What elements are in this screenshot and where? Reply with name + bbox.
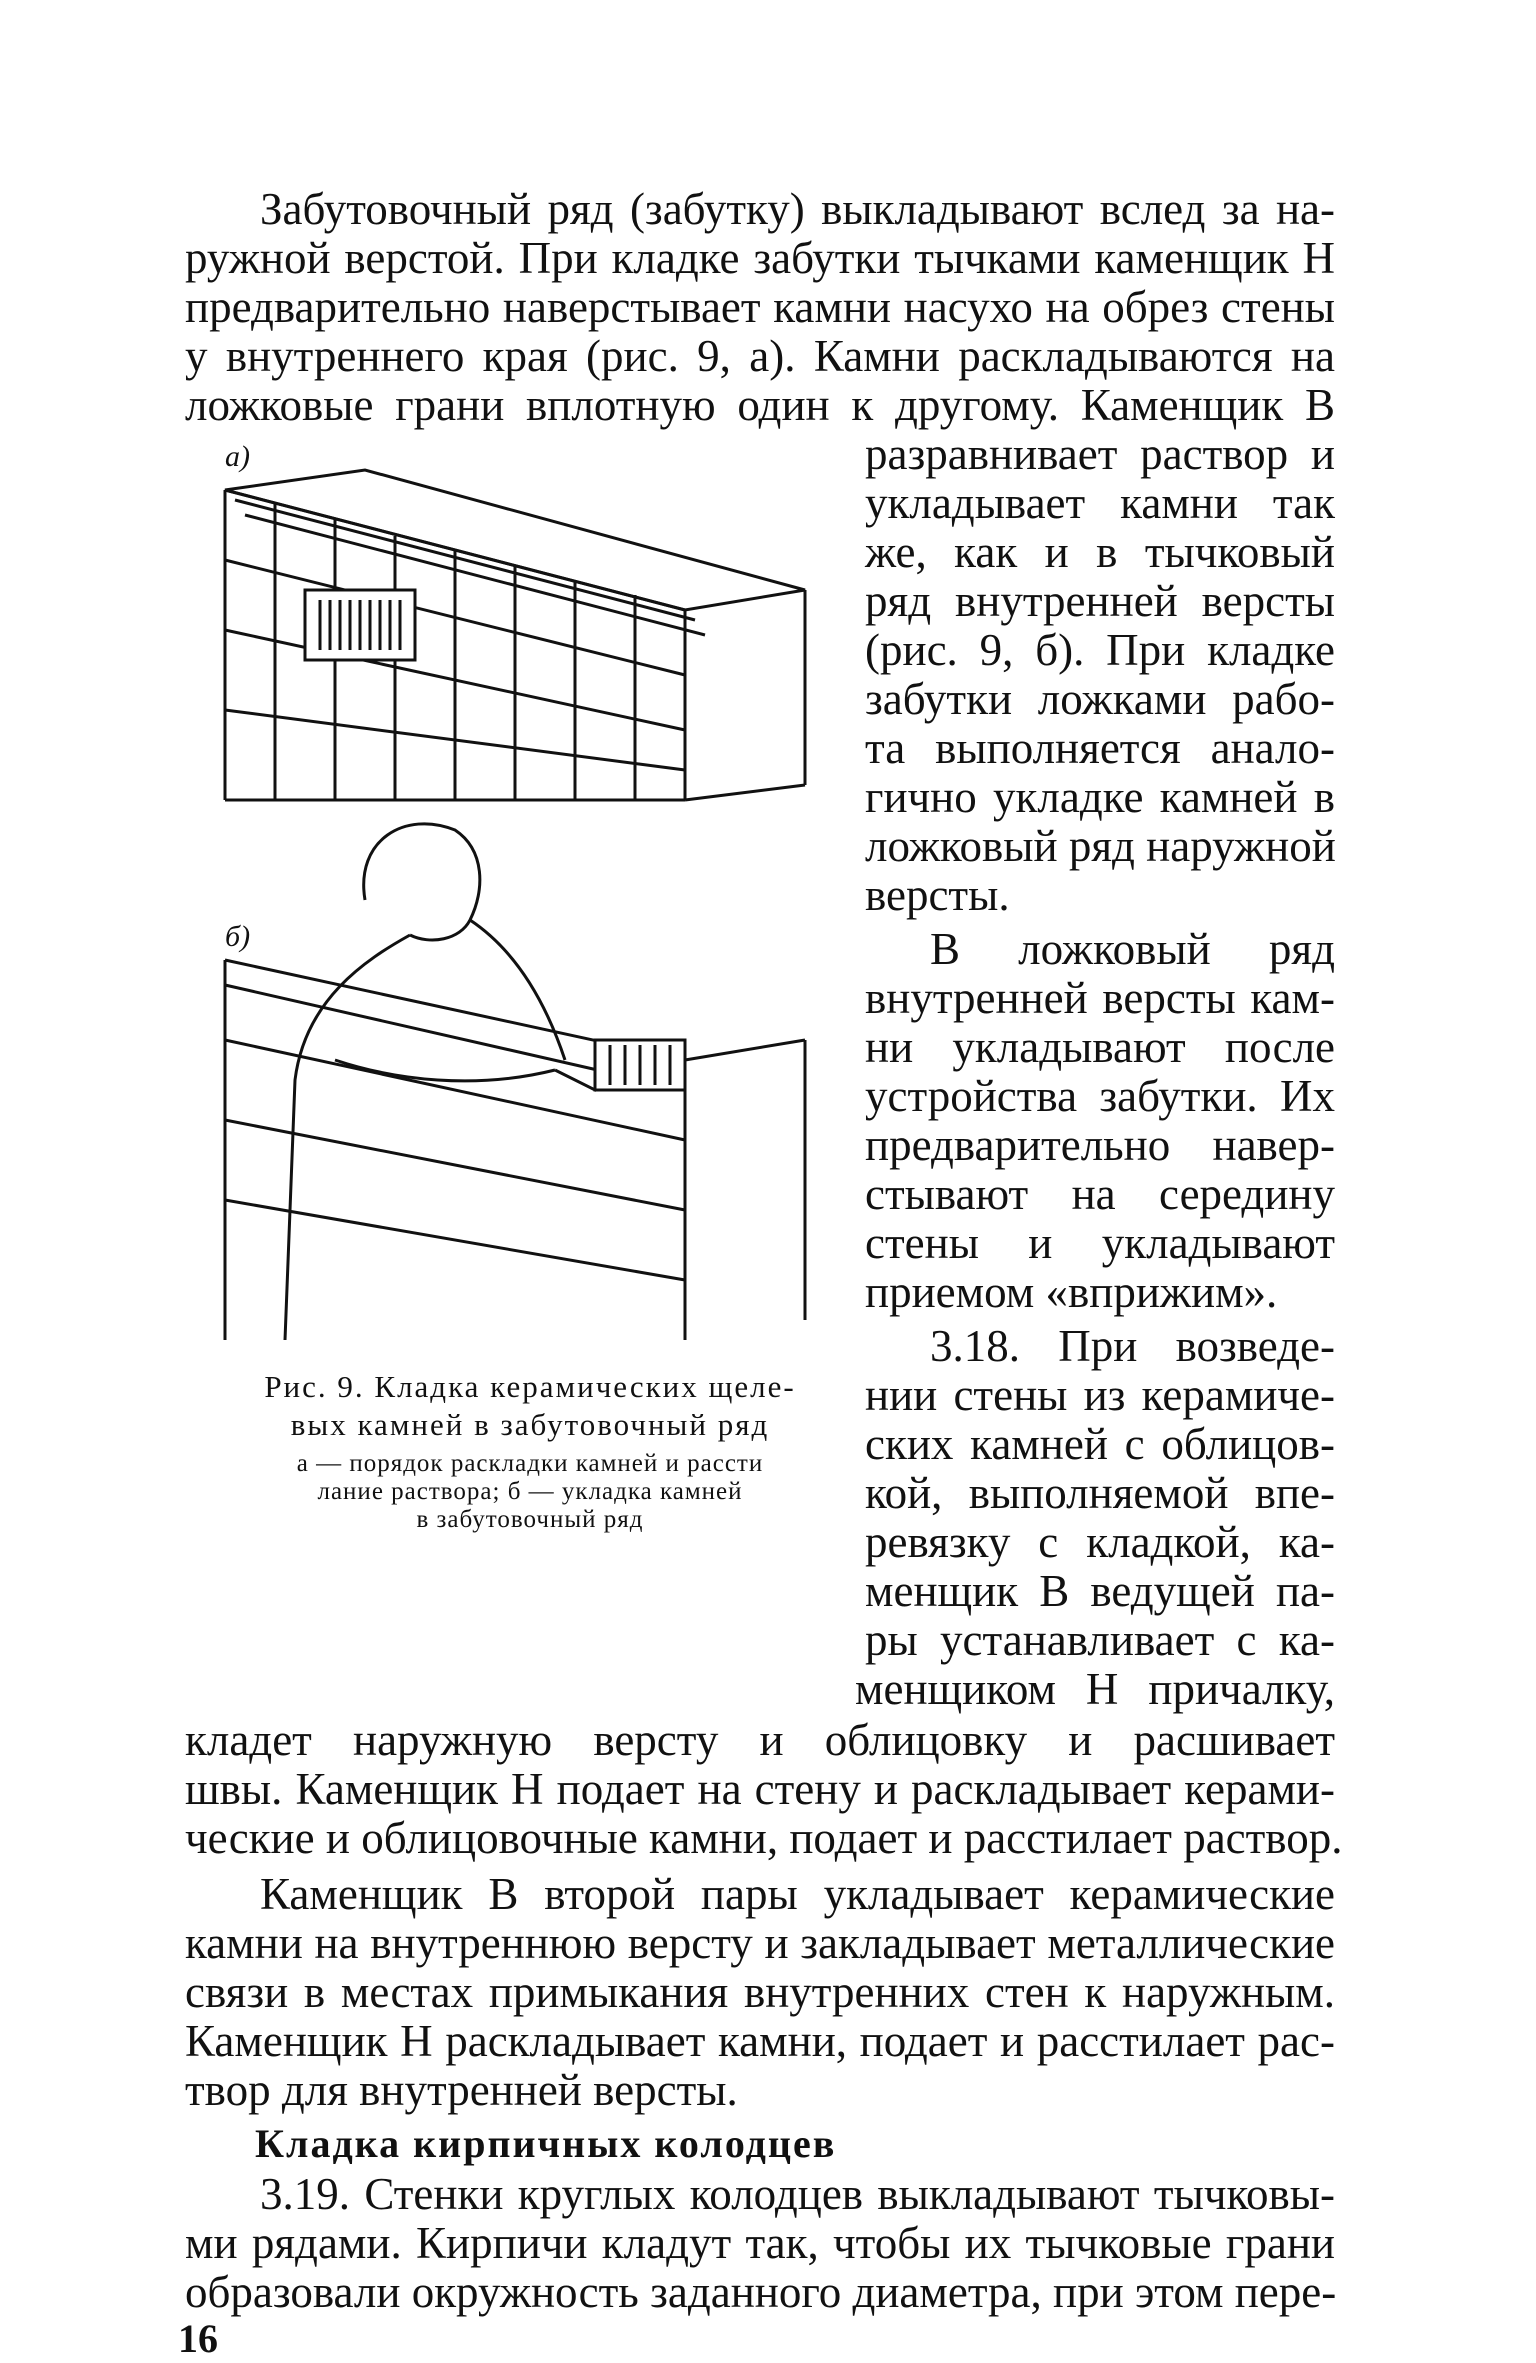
text-line: стывают на середину (865, 1169, 1335, 1219)
text-line: разравнивает раствор и (865, 429, 1335, 479)
text-line: 3.19. Стенки круглых колодцев выкладывают тычковы- (260, 2169, 1335, 2219)
text-line: кой, выполняемой впе- (865, 1468, 1335, 1518)
text-line: же, как и в тычковый (865, 527, 1335, 577)
section-heading: Кладка кирпичных колодцев (255, 2121, 837, 2166)
text-line: ряд внутренней версты (865, 576, 1335, 626)
text-line: забутки ложками рабо- (865, 674, 1335, 724)
text-line: твор для внутренней версты. (185, 2065, 738, 2115)
figure-label-a: а) (225, 440, 250, 473)
text-line: ческие и облицовочные камни, подает и расстилает раствор. (185, 1813, 1343, 1863)
text-line: ревязку с кладкой, ка- (865, 1517, 1335, 1567)
text-line: внутренней версты кам- (865, 973, 1335, 1023)
text-line: нии стены из керамиче- (865, 1370, 1335, 1420)
text-line: образовали окружность заданного диаметра, при этом пере- (185, 2267, 1337, 2317)
figure-caption-detail: а — порядок раскладки камней и рассти (296, 1450, 764, 1477)
figure-label-b: б) (225, 920, 251, 953)
text-line: та выполняется анало- (865, 723, 1335, 773)
text-line: стены и укладывают (865, 1218, 1335, 1268)
text-line: (рис. 9, б). При кладке (865, 625, 1335, 675)
text-line: версты. (865, 870, 1010, 920)
text-line: менщиком Н причалку, (855, 1664, 1335, 1714)
brickwork-illustration (215, 440, 835, 1340)
text-line: Забутовочный ряд (забутку) выкладывают вслед за на- (260, 184, 1335, 234)
text-line: укладывает камни так (865, 478, 1335, 528)
mason-figure-b (225, 824, 805, 1340)
text-line: предварительно наверстывает камни насухо на обрез стены (185, 282, 1335, 332)
text-line: камни на внутреннюю версту и закладывает металлические (185, 1918, 1335, 1968)
figure-9 (215, 440, 835, 1345)
text-line: Каменщик В второй пары укладывает керамические (260, 1869, 1335, 1919)
text-line: гично укладке камней в (865, 772, 1335, 822)
wall-section-a (225, 470, 805, 800)
text-line: приемом «вприжим». (865, 1267, 1278, 1317)
text-line: ры устанавливает с ка- (865, 1615, 1335, 1665)
text-line: менщик В ведущей па- (865, 1566, 1335, 1616)
text-line: у внутреннего края (рис. 9, а). Камни раскладываются на (185, 331, 1335, 381)
text-line: Каменщик Н раскладывает камни, подает и расстилает рас- (185, 2016, 1335, 2066)
figure-caption-title: вых камней в забутовочный ряд (290, 1407, 770, 1442)
text-line: устройства забутки. Их (865, 1071, 1335, 1121)
figure-caption-title: Рис. 9. Кладка керамических щеле- (264, 1369, 796, 1404)
text-line: ских камней с облицов- (865, 1419, 1335, 1469)
text-line: ружной верстой. При кладке забутки тычками каменщик Н (185, 233, 1335, 283)
page-number: 16 (178, 2316, 218, 2361)
text-line: ми рядами. Кирпичи кладут так, чтобы их тычковые грани (185, 2218, 1335, 2268)
figure-caption-detail: в забутовочный ряд (416, 1506, 644, 1533)
text-line: ни укладывают после (865, 1022, 1335, 1072)
text-line: В ложковый ряд (930, 924, 1335, 974)
text-line: 3.18. При возведе- (930, 1321, 1335, 1371)
text-line: ложковые грани вплотную один к другому. Каменщик В (185, 380, 1335, 430)
text-line: швы. Каменщик Н подает на стену и раскладывает керами- (185, 1764, 1335, 1814)
text-line: ложковый ряд наружной (865, 821, 1336, 871)
figure-caption-detail: лание раствора; б — укладка камней (317, 1478, 743, 1505)
text-line: предварительно навер- (865, 1120, 1335, 1170)
text-line: связи в местах примыкания внутренних стен к наружным. (185, 1967, 1335, 2017)
text-line: кладет наружную версту и облицовку и расшивает (185, 1715, 1335, 1765)
